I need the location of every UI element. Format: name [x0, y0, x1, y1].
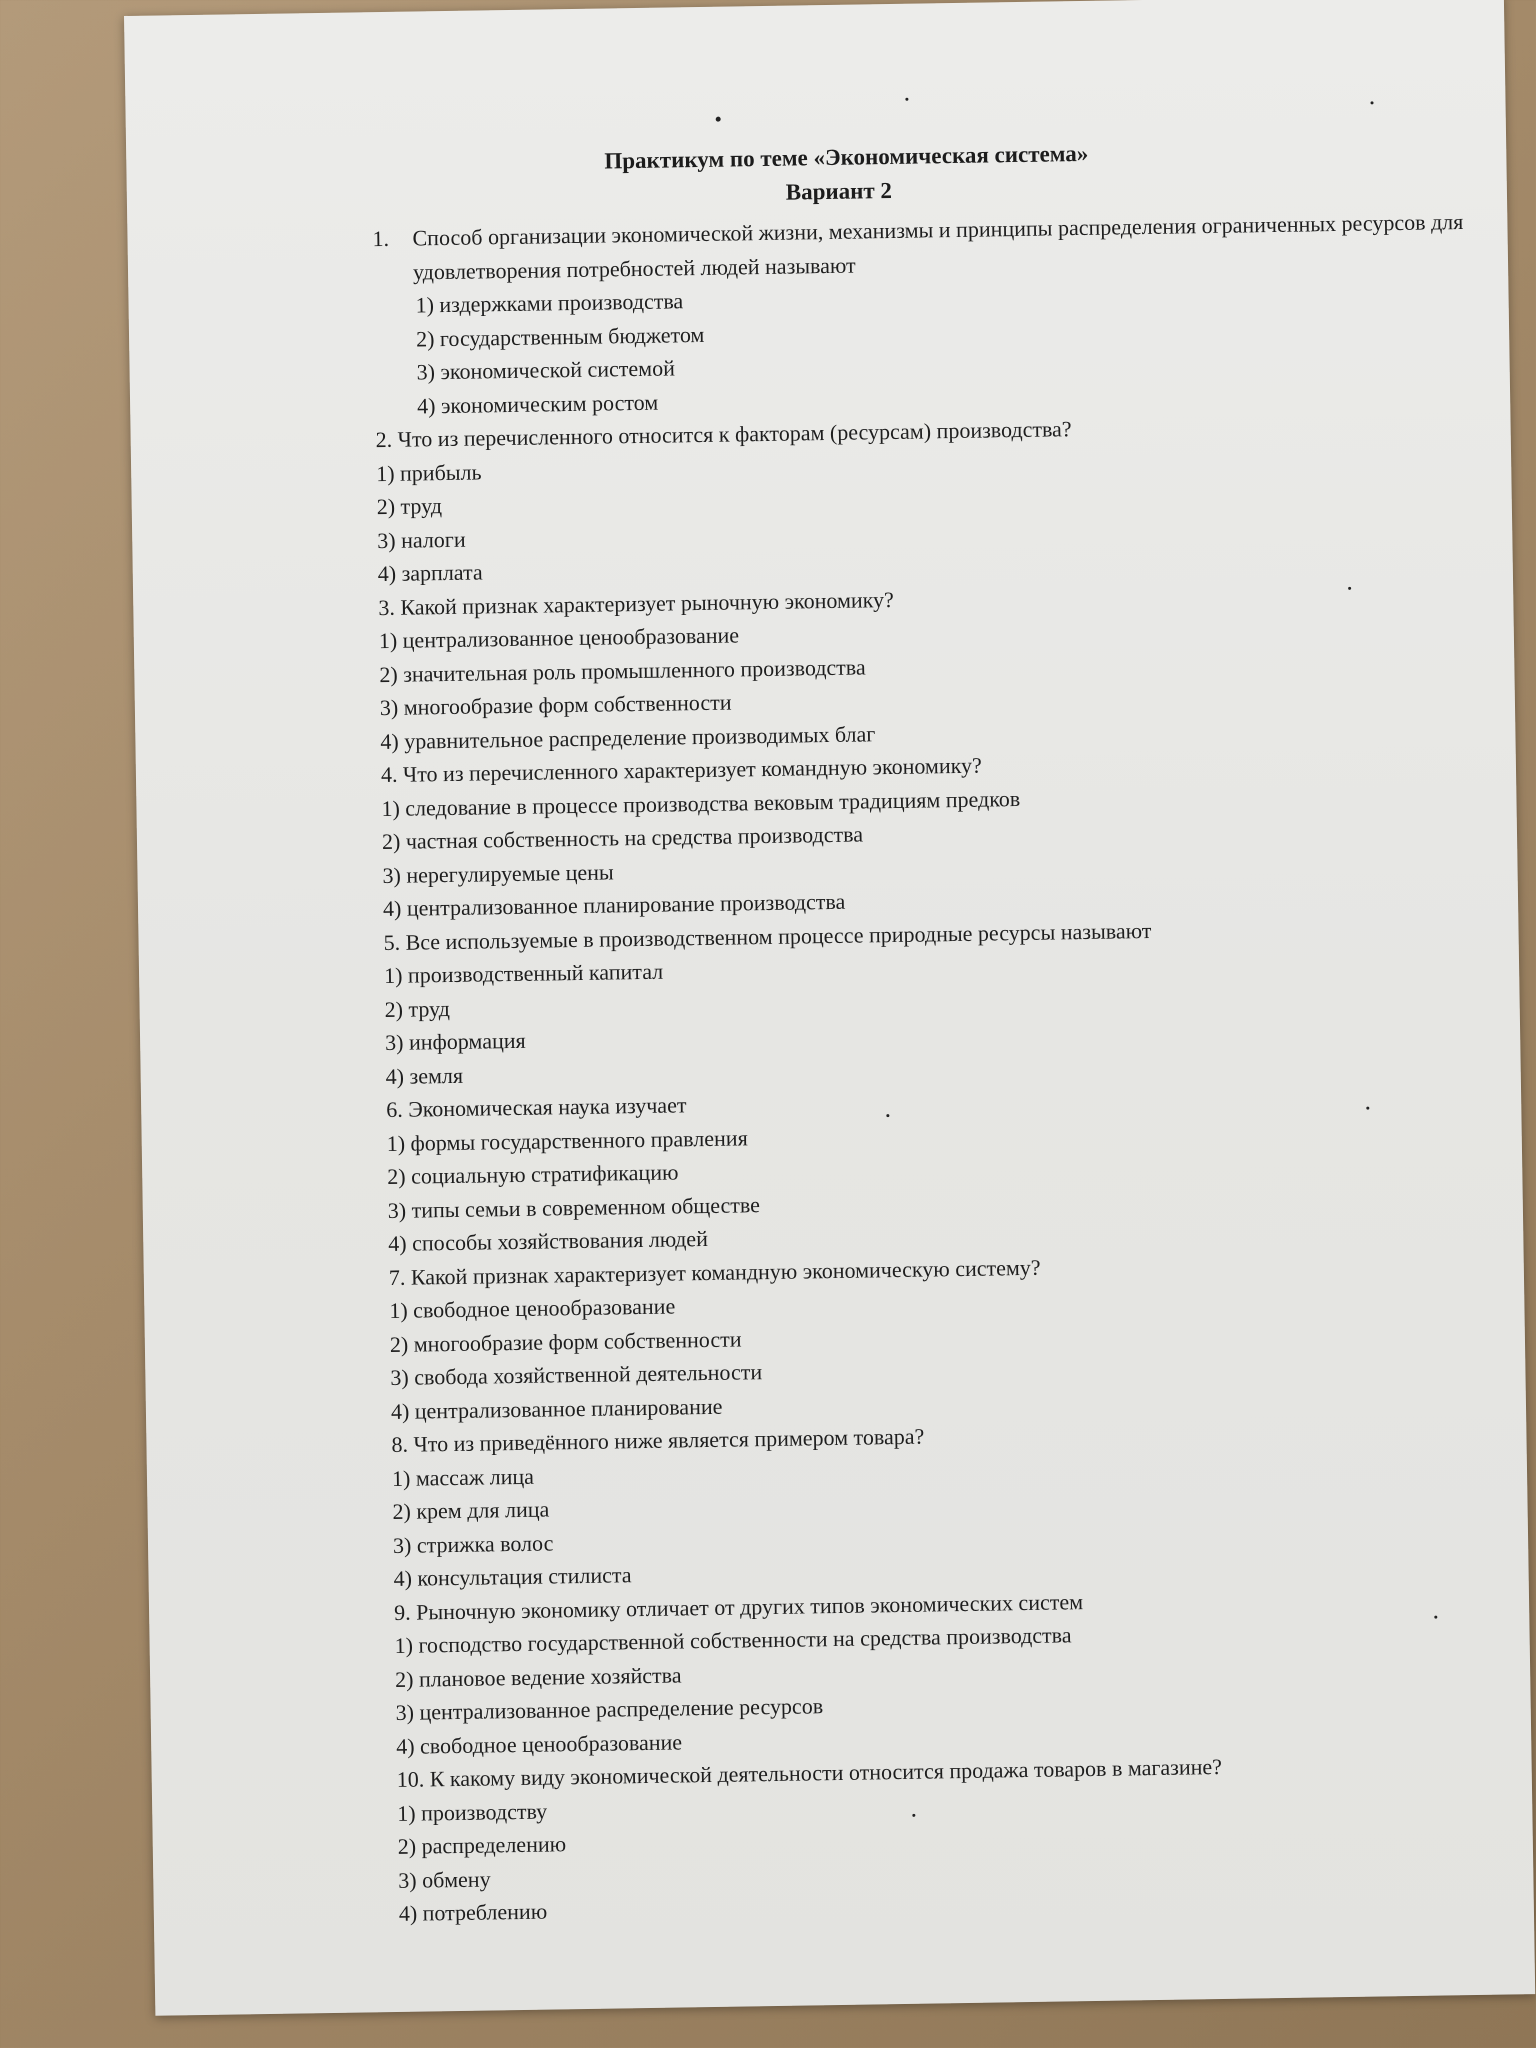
question-1	[372, 205, 1485, 423]
answer-option: 3) свобода хозяйственной деятельности	[390, 1359, 763, 1390]
answer-option: 2) труд	[376, 493, 443, 520]
question-list	[372, 205, 1509, 1931]
question-5-text: 5. Все используемые в производственном процессе природные ресурсы называют	[383, 917, 1152, 955]
answer-option: 1) производственный капитал	[383, 958, 664, 989]
answer-option: 4) уравнительное распределение производимых благ	[380, 720, 876, 754]
answer-option: 2) социальную стратификацию	[387, 1159, 679, 1190]
question-1-option: 1) издержками производства	[415, 288, 684, 318]
ink-speck	[1434, 1616, 1437, 1619]
answer-option: 3) информация	[384, 1027, 526, 1056]
answer-option: 1) формы государственного правления	[386, 1124, 748, 1156]
answer-option: 2) многообразие форм собственности	[389, 1325, 742, 1357]
answer-option: 1) централизованное ценообразование	[378, 622, 740, 654]
answer-option: 4) централизованное планирование производства	[382, 888, 846, 922]
answer-option: 4) земля	[385, 1062, 464, 1089]
question-2-text: 2. Что из перечисленного относится к факторам (ресурсам) производства?	[375, 416, 1072, 453]
question-6-text: 6. Экономическая наука изучает	[386, 1092, 687, 1123]
question-1-number: 1.	[372, 225, 390, 252]
answer-option: 3) многообразие форм собственности	[379, 689, 732, 721]
answer-option: 3) типы семьи в современном обществе	[387, 1191, 761, 1223]
question-10-text: 10. К какому виду экономической деятельности относится продажа товаров в магазине?	[396, 1753, 1223, 1792]
variant-label: Вариант 2	[785, 177, 893, 205]
answer-option: 3) нерегулируемые цены	[382, 858, 614, 888]
answer-option: 4) централизованное планирование	[390, 1393, 723, 1424]
answer-option: 1) прибыль	[376, 458, 482, 486]
question-1-text: Способ организации экономической жизни, механизмы и принципы распределения ограниченных ресурсов для удовлетворения потребностей людей называют	[412, 208, 1464, 284]
answer-option: 3) централизованное распределение ресурсов	[395, 1693, 824, 1725]
answer-option: 4) потреблению	[398, 1898, 548, 1926]
answer-option: 3) стрижка волос	[392, 1529, 554, 1558]
answer-option: 2) распределению	[397, 1831, 567, 1859]
answer-option: 2) крем для лица	[392, 1496, 550, 1524]
question-4-text: 4. Что из перечисленного характеризует командную экономику?	[380, 752, 982, 788]
answer-option: 3) налоги	[377, 526, 466, 553]
question-7-text: 7. Какой признак характеризует командную экономическую систему?	[388, 1254, 1041, 1290]
question-1-option: 4) экономическим ростом	[416, 389, 659, 418]
answer-option: 1) производству	[397, 1798, 548, 1826]
answer-option: 4) свободное ценообразование	[396, 1728, 683, 1759]
answer-option: 2) плановое ведение хозяйства	[394, 1661, 682, 1692]
answer-option: 1) господство государственной собственности на средства производства	[394, 1622, 1072, 1658]
paper-sheet	[124, 0, 1535, 2016]
ink-speck	[886, 1114, 889, 1117]
answer-option: 4) способы хозяйствования людей	[388, 1225, 709, 1256]
page-title: Практикум по теме «Экономическая система»	[604, 140, 1089, 174]
ink-speck	[1366, 1107, 1369, 1110]
ink-speck	[912, 1814, 915, 1817]
ink-speck	[716, 117, 721, 122]
answer-option: 1) массаж лица	[391, 1463, 535, 1491]
ink-speck	[1370, 101, 1373, 104]
answer-option: 3) обмену	[398, 1865, 491, 1893]
question-3-text: 3. Какой признак характеризует рыночную экономику?	[378, 586, 894, 620]
answer-option: 2) труд	[384, 995, 451, 1022]
question-1-option: 3) экономической системой	[416, 355, 676, 385]
question-8-text: 8. Что из приведённого ниже является примером товара?	[391, 1423, 925, 1457]
question-9-text: 9. Рыночную экономику отличает от других типов экономических систем	[393, 1588, 1084, 1625]
question-1-option: 2) государственным бюджетом	[415, 321, 705, 351]
ink-speck	[905, 98, 908, 101]
answer-option: 2) частная собственность на средства производства	[381, 821, 864, 855]
answer-option: 4) зарплата	[377, 559, 483, 587]
answer-option: 2) значительная роль промышленного производства	[379, 653, 866, 687]
answer-option: 4) консультация стилиста	[393, 1562, 632, 1591]
answer-option: 1) следование в процессе производства вековым традициям предков	[381, 785, 1021, 821]
ink-speck	[1348, 587, 1351, 590]
answer-option: 1) свободное ценообразование	[389, 1293, 676, 1323]
